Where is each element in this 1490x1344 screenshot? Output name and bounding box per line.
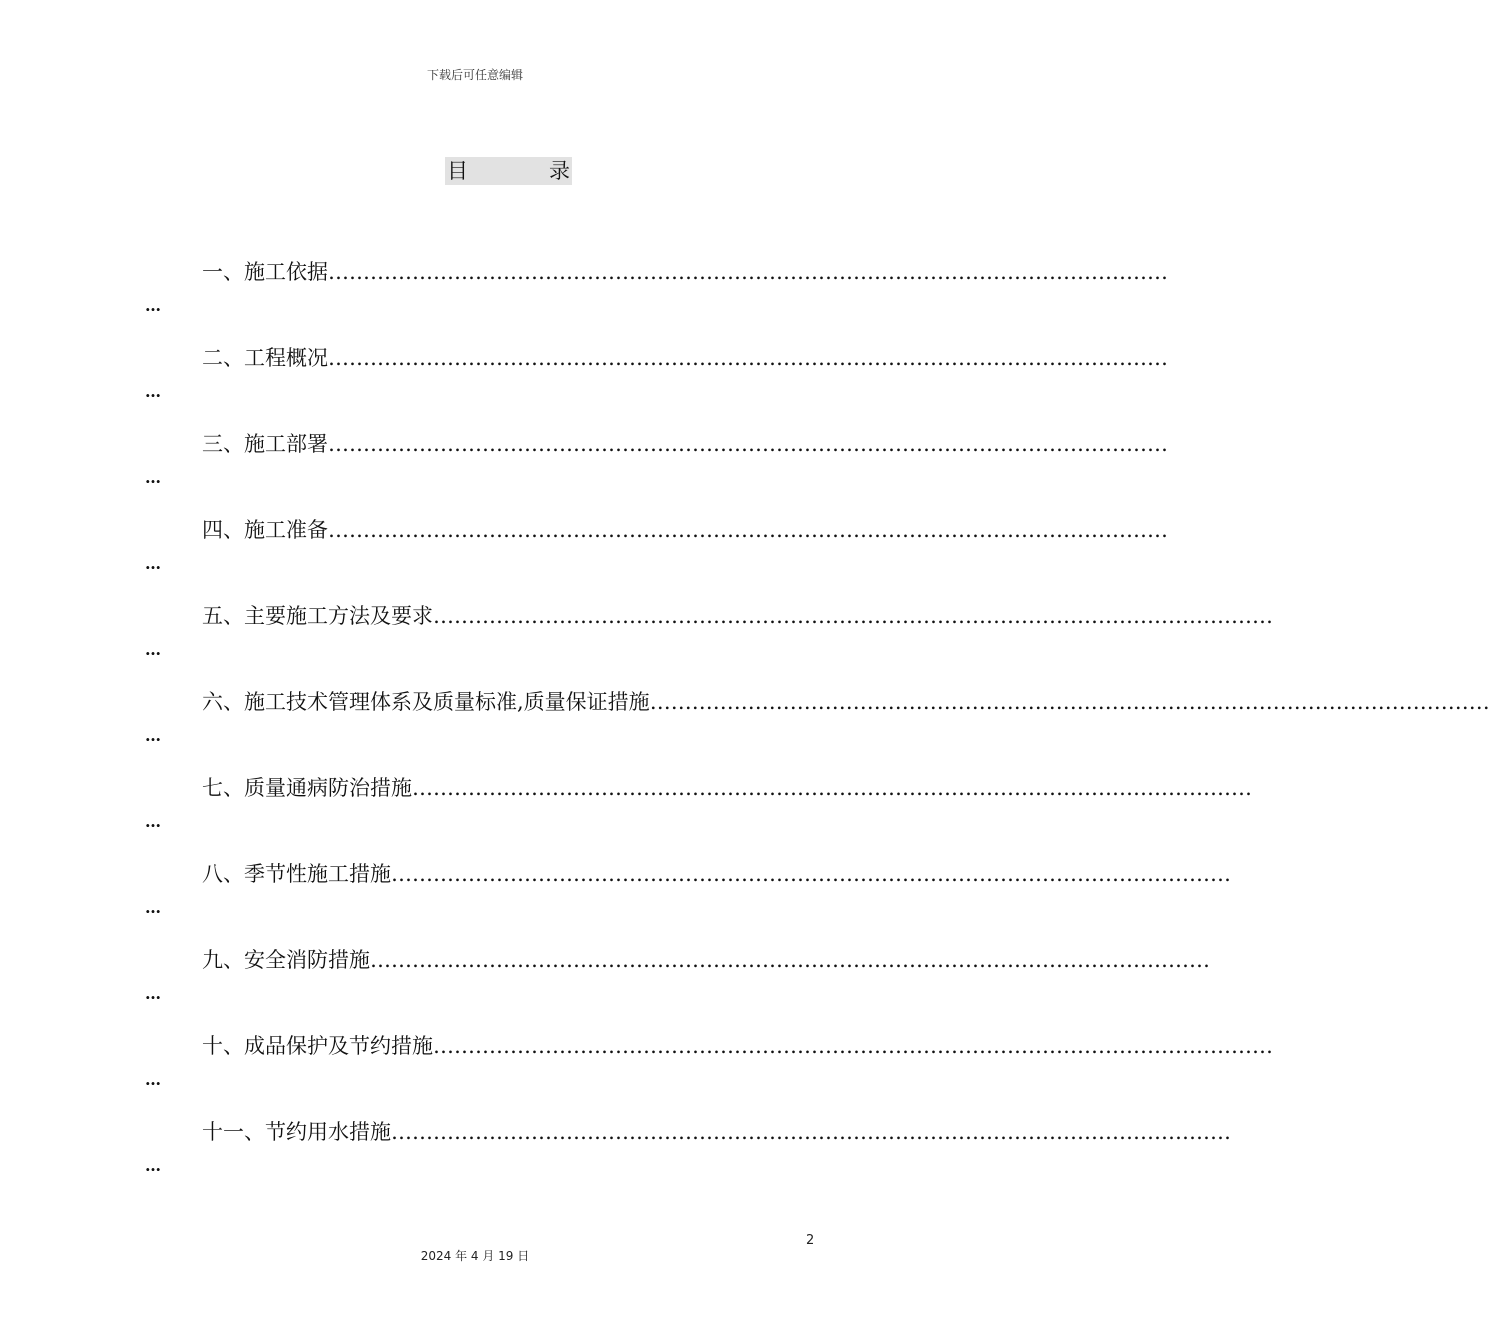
- toc-entry-tail: …: [145, 554, 161, 573]
- toc-entry-tail: …: [145, 468, 161, 487]
- toc-leader-dots: …………………………………………………………………………………………………………: [328, 346, 1168, 370]
- toc-entry[interactable]: [0, 688, 1490, 758]
- toc-title-char-2: 录: [549, 159, 570, 183]
- toc-entry-label: 二、工程概况: [202, 346, 328, 370]
- toc-leader-dots: …………………………………………………………………………………………………………: [328, 432, 1168, 456]
- page-header: 下载后可任意编辑: [426, 68, 523, 82]
- page-footer-date: 2024 年 4 月 19 日: [420, 1249, 530, 1263]
- page-number: 2: [806, 1233, 815, 1248]
- toc-entry-label: 五、主要施工方法及要求: [202, 604, 433, 628]
- toc-entry-label: 六、施工技术管理体系及质量标准,质量保证措施: [202, 690, 650, 714]
- toc-entry-tail: …: [145, 984, 161, 1003]
- toc-entry-label: 一、施工依据: [202, 260, 328, 284]
- toc-entry-label: 十一、节约用水措施: [202, 1120, 391, 1144]
- toc-entry-tail: …: [145, 1070, 161, 1089]
- toc-entry[interactable]: [0, 344, 1168, 414]
- toc-title-char-1: 目: [447, 159, 468, 183]
- toc-leader-dots: …………………………………………………………………………………………………………: [391, 1120, 1231, 1144]
- toc-entry[interactable]: [0, 516, 1168, 586]
- toc-leader-dots: …………………………………………………………………………………………………………: [328, 518, 1168, 542]
- toc-entry[interactable]: [0, 946, 1210, 1016]
- toc-leader-dots: …………………………………………………………………………………………………………: [370, 948, 1210, 972]
- toc-entry-label: 八、季节性施工措施: [202, 862, 391, 886]
- toc-entry[interactable]: [0, 258, 1168, 328]
- toc-entry-label: 三、施工部署: [202, 432, 328, 456]
- toc-entry[interactable]: [0, 860, 1231, 930]
- toc-leader-dots: …………………………………………………………………………………………………………: [391, 862, 1231, 886]
- toc-entry[interactable]: [0, 774, 1252, 844]
- toc-entry[interactable]: [0, 602, 1273, 672]
- toc-entry-tail: …: [145, 812, 161, 831]
- toc-entry-label: 九、安全消防措施: [202, 948, 370, 972]
- toc-entry-tail: …: [145, 640, 161, 659]
- toc-entry-tail: …: [145, 296, 161, 315]
- toc-entry[interactable]: [0, 1118, 1231, 1188]
- toc-entry-tail: …: [145, 1156, 161, 1175]
- toc-leader-dots: …………………………………………………………………………………………………………: [433, 604, 1273, 628]
- toc-entry-tail: …: [145, 726, 161, 745]
- toc-entry-tail: …: [145, 382, 161, 401]
- toc-entry[interactable]: [0, 1032, 1273, 1102]
- toc-leader-dots: …………………………………………………………………………………………………………: [328, 260, 1168, 284]
- toc-entry-label: 四、施工准备: [202, 518, 328, 542]
- toc-leader-dots: …………………………………………………………………………………………………………: [649, 690, 1490, 714]
- toc-title: [445, 157, 572, 185]
- toc-leader-dots: …………………………………………………………………………………………………………: [433, 1034, 1273, 1058]
- toc-entry[interactable]: [0, 430, 1168, 500]
- toc-entry-label: 七、质量通病防治措施: [202, 776, 412, 800]
- toc-entry-tail: …: [145, 898, 161, 917]
- toc-leader-dots: …………………………………………………………………………………………………………: [412, 776, 1252, 800]
- toc-entry-label: 十、成品保护及节约措施: [202, 1034, 433, 1058]
